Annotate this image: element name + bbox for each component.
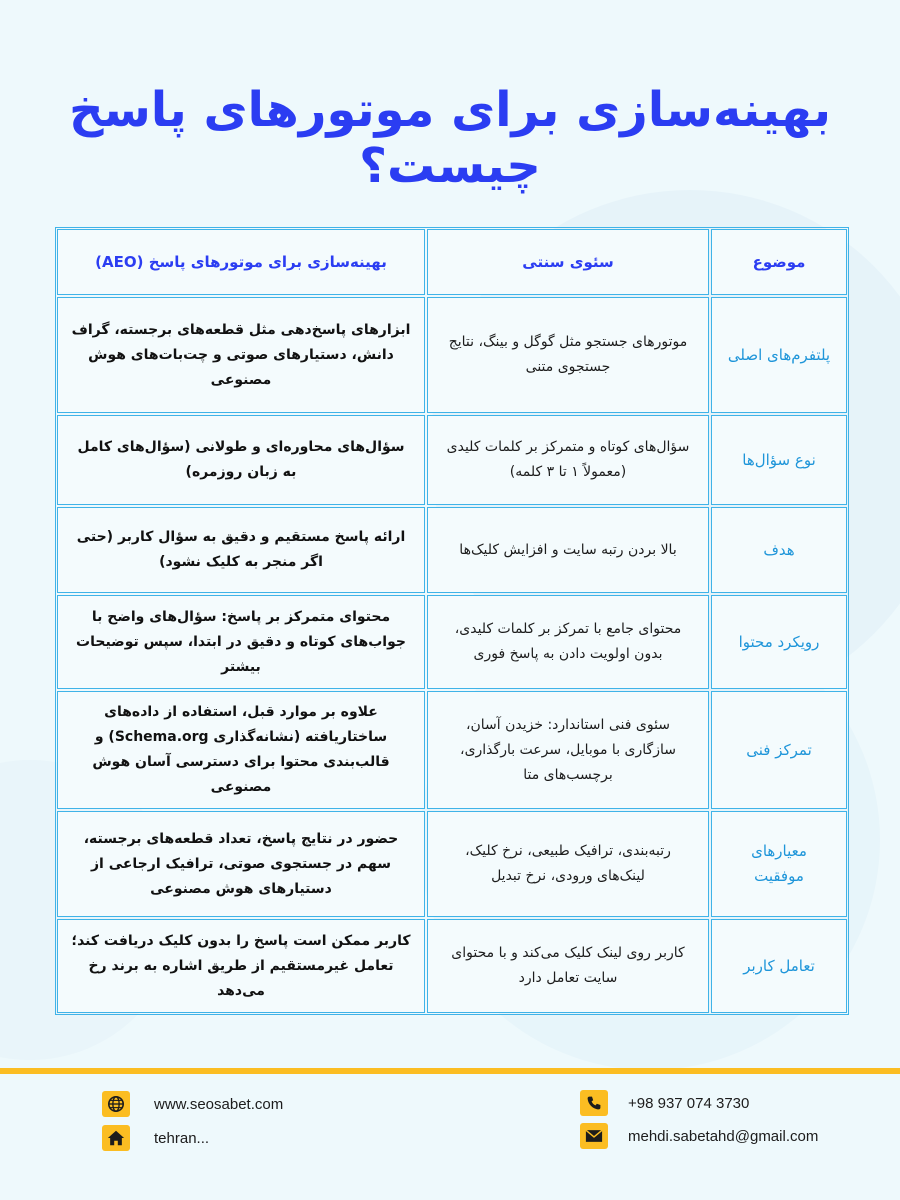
phone-contact <box>580 1090 749 1116</box>
row-aeo: محتوای متمرکز بر پاسخ: سؤال‌های واضح با جواب‌های کوتاه و دقیق در ابتدا، سپس توضیحات بیشتر <box>57 595 425 689</box>
website-link[interactable]: www.seosabet.com <box>154 1095 284 1113</box>
row-topic: رویکرد محتوا <box>711 595 847 689</box>
row-seo: بالا بردن رتبه سایت و افزایش کلیک‌ها <box>427 507 709 593</box>
header-aeo: بهینه‌سازی برای موتورهای پاسخ (AEO) <box>57 229 425 295</box>
header-topic: موضوع <box>711 229 847 295</box>
footer-divider <box>0 1068 900 1074</box>
row-topic: پلتفرم‌های اصلی <box>711 297 847 413</box>
row-aeo: سؤال‌های محاوره‌ای و طولانی (سؤال‌های کامل به زبان روزمره) <box>57 415 425 505</box>
header-seo: سئوی سنتی <box>427 229 709 295</box>
mail-icon <box>580 1123 608 1149</box>
email-address[interactable]: mehdi.sabetahd@gmail.com <box>628 1127 819 1145</box>
row-topic: معیارهای موفقیت <box>711 811 847 917</box>
row-seo: سؤال‌های کوتاه و متمرکز بر کلمات کلیدی (معمولاً ۱ تا ۳ کلمه) <box>427 415 709 505</box>
phone-icon <box>580 1090 608 1116</box>
row-topic: هدف <box>711 507 847 593</box>
address-contact <box>102 1125 209 1151</box>
phone-number[interactable]: +98 937 074 3730 <box>628 1094 750 1112</box>
home-icon <box>102 1125 130 1151</box>
row-seo: کاربر روی لینک کلیک می‌کند و با محتوای سایت تعامل دارد <box>427 919 709 1013</box>
email-contact <box>580 1123 818 1149</box>
row-aeo: ارائه پاسخ مستقیم و دقیق به سؤال کاربر (حتی اگر منجر به کلیک نشود) <box>57 507 425 593</box>
row-seo: سئوی فنی استاندارد: خزیدن آسان، سازگاری با موبایل، سرعت بارگذاری، برچسب‌های متا <box>427 691 709 809</box>
row-aeo: حضور در نتایج پاسخ، تعداد قطعه‌های برجسته، سهم در جستجوی صوتی، ترافیک ارجاعی از دستیارهای هوش مصنوعی <box>57 811 425 917</box>
row-seo: رتبه‌بندی، ترافیک طبیعی، نرخ کلیک، لینک‌های ورودی، نرخ تبدیل <box>427 811 709 917</box>
row-topic: تمرکز فنی <box>711 691 847 809</box>
page-title: بهینه‌سازی برای موتورهای پاسخ چیست؟ <box>68 82 832 194</box>
website-contact <box>102 1091 283 1117</box>
row-aeo: کاربر ممکن است پاسخ را بدون کلیک دریافت کند؛ تعامل غیرمستقیم از طریق اشاره به برند رخ می‌دهد <box>57 919 425 1013</box>
row-seo: موتورهای جستجو مثل گوگل و بینگ، نتایج جستجوی متنی <box>427 297 709 413</box>
row-seo: محتوای جامع با تمرکز بر کلمات کلیدی، بدون اولویت دادن به پاسخ فوری <box>427 595 709 689</box>
comparison-table <box>55 227 849 1015</box>
row-aeo: علاوه بر موارد قبل، استفاده از داده‌های ساختاریافته (نشانه‌گذاری Schema.org) و قالب‌بندی محتوا برای دسترسی آسان هوش مصنوعی <box>57 691 425 809</box>
row-topic: تعامل کاربر <box>711 919 847 1013</box>
globe-icon <box>102 1091 130 1117</box>
address-text: tehran... <box>154 1129 210 1147</box>
row-aeo: ابزارهای پاسخ‌دهی مثل قطعه‌های برجسته، گراف دانش، دستیارهای صوتی و چت‌بات‌های هوش مصنوعی <box>57 297 425 413</box>
row-topic: نوع سؤال‌ها <box>711 415 847 505</box>
